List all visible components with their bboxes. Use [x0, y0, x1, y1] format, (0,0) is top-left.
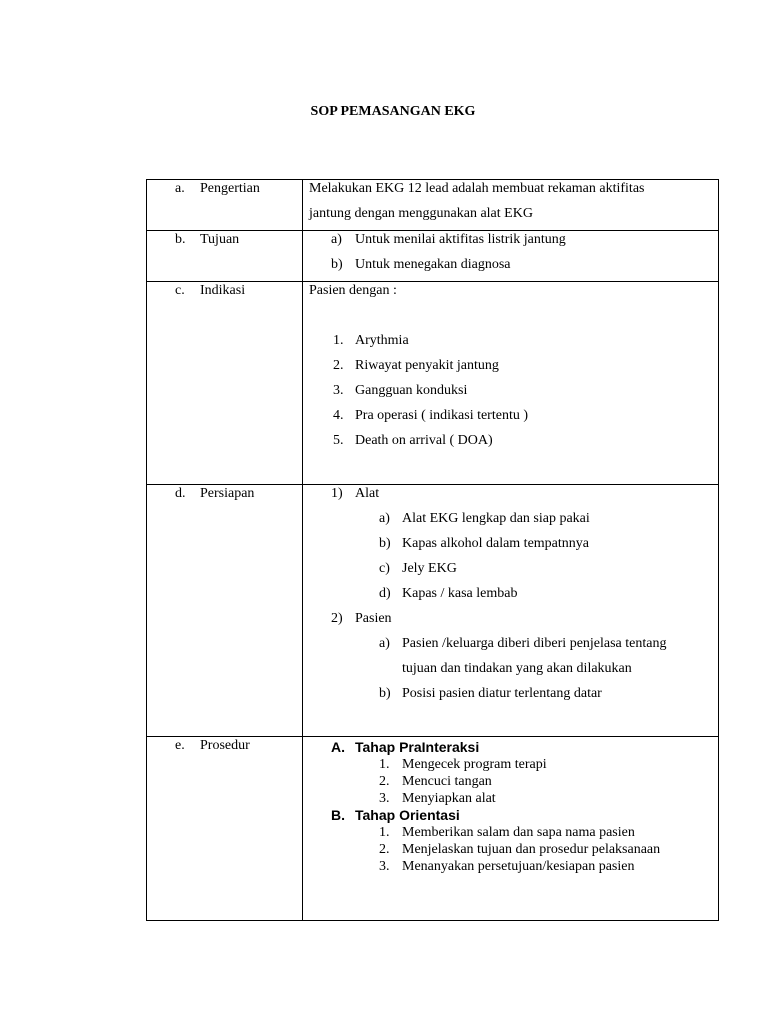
- list-item: Pasien /keluarga diberi diberi penjelasa tentang: [402, 636, 667, 651]
- list-marker: b): [379, 536, 391, 551]
- row-content-cell: [303, 231, 719, 282]
- list-item: Gangguan konduksi: [355, 383, 468, 398]
- sop-table: [146, 179, 719, 921]
- list-item: Menanyakan persetujuan/kesiapan pasien: [402, 859, 635, 874]
- list-item: Kapas alkohol dalam tempatnnya: [402, 536, 589, 551]
- row-label: Indikasi: [200, 283, 246, 298]
- section-heading: Tahap PraInteraksi: [355, 739, 480, 755]
- row-label: Persiapan: [200, 486, 255, 501]
- list-marker: 1): [331, 486, 343, 501]
- row-label-cell: [147, 485, 303, 737]
- list-marker: 4.: [333, 408, 344, 423]
- list-marker: 1.: [379, 825, 390, 840]
- list-marker: d): [379, 586, 391, 601]
- list-item-continuation: tujuan dan tindakan yang akan dilakukan: [402, 661, 632, 676]
- list-marker: a): [379, 636, 390, 651]
- list-marker: 2.: [379, 842, 390, 857]
- row-content-cell: [303, 180, 719, 231]
- list-marker: 2.: [379, 774, 390, 789]
- list-item: Posisi pasien diatur terlentang datar: [402, 686, 602, 701]
- list-marker: 1.: [379, 757, 390, 772]
- list-marker: 2.: [333, 358, 344, 373]
- list-item: Arythmia: [355, 333, 409, 348]
- list-marker: a): [331, 232, 342, 247]
- row-label-cell: [147, 231, 303, 282]
- row-key: c.: [175, 283, 185, 298]
- definition-text: jantung dengan menggunakan alat EKG: [309, 206, 533, 221]
- list-item: Mencuci tangan: [402, 774, 492, 789]
- intro-text: Pasien dengan :: [309, 283, 397, 298]
- list-item: Menjelaskan tujuan dan prosedur pelaksanaan: [402, 842, 661, 857]
- list-marker: b): [379, 686, 391, 701]
- section-heading: Tahap Orientasi: [355, 807, 460, 823]
- row-content-cell: [303, 282, 719, 485]
- list-marker: c): [379, 561, 390, 576]
- table-row: [147, 231, 719, 282]
- row-content-cell: [303, 737, 719, 921]
- list-item: Alat EKG lengkap dan siap pakai: [402, 511, 590, 526]
- row-label-cell: [147, 282, 303, 485]
- table-row: [147, 282, 719, 485]
- row-label-cell: [147, 180, 303, 231]
- list-marker: 3.: [333, 383, 344, 398]
- group-heading: Alat: [355, 486, 380, 501]
- list-marker: a): [379, 511, 390, 526]
- row-key: a.: [175, 181, 185, 196]
- list-marker: 2): [331, 611, 343, 626]
- list-marker: 1.: [333, 333, 344, 348]
- list-item: Kapas / kasa lembab: [402, 586, 518, 601]
- list-item: Death on arrival ( DOA): [355, 433, 493, 448]
- list-marker: 5.: [333, 433, 344, 448]
- row-label: Pengertian: [200, 181, 260, 196]
- list-item: Untuk menilai aktifitas listrik jantung: [355, 232, 566, 247]
- list-marker: 3.: [379, 791, 390, 806]
- list-item: Pra operasi ( indikasi tertentu ): [355, 408, 529, 423]
- list-item: Untuk menegakan diagnosa: [355, 257, 511, 272]
- definition-text: Melakukan EKG 12 lead adalah membuat rekaman aktifitas: [309, 181, 645, 196]
- list-marker: 3.: [379, 859, 390, 874]
- table-row: [147, 485, 719, 737]
- list-item: Menyiapkan alat: [402, 791, 496, 806]
- row-label: Tujuan: [200, 232, 240, 247]
- group-heading: Pasien: [355, 611, 392, 626]
- list-item: Riwayat penyakit jantung: [355, 358, 499, 373]
- row-label-cell: [147, 737, 303, 921]
- list-item: Mengecek program terapi: [402, 757, 547, 772]
- row-content-cell: [303, 485, 719, 737]
- list-item: Jely EKG: [402, 561, 457, 576]
- section-marker: A.: [331, 739, 345, 755]
- list-item: Memberikan salam dan sapa nama pasien: [402, 825, 635, 840]
- table-row: [147, 180, 719, 231]
- list-marker: b): [331, 257, 343, 272]
- row-key: e.: [175, 738, 185, 753]
- section-marker: B.: [331, 807, 345, 823]
- row-key: d.: [175, 486, 186, 501]
- document-title: SOP PEMASANGAN EKG: [310, 104, 476, 119]
- table-row: [147, 737, 719, 921]
- row-label: Prosedur: [200, 738, 250, 753]
- row-key: b.: [175, 232, 186, 247]
